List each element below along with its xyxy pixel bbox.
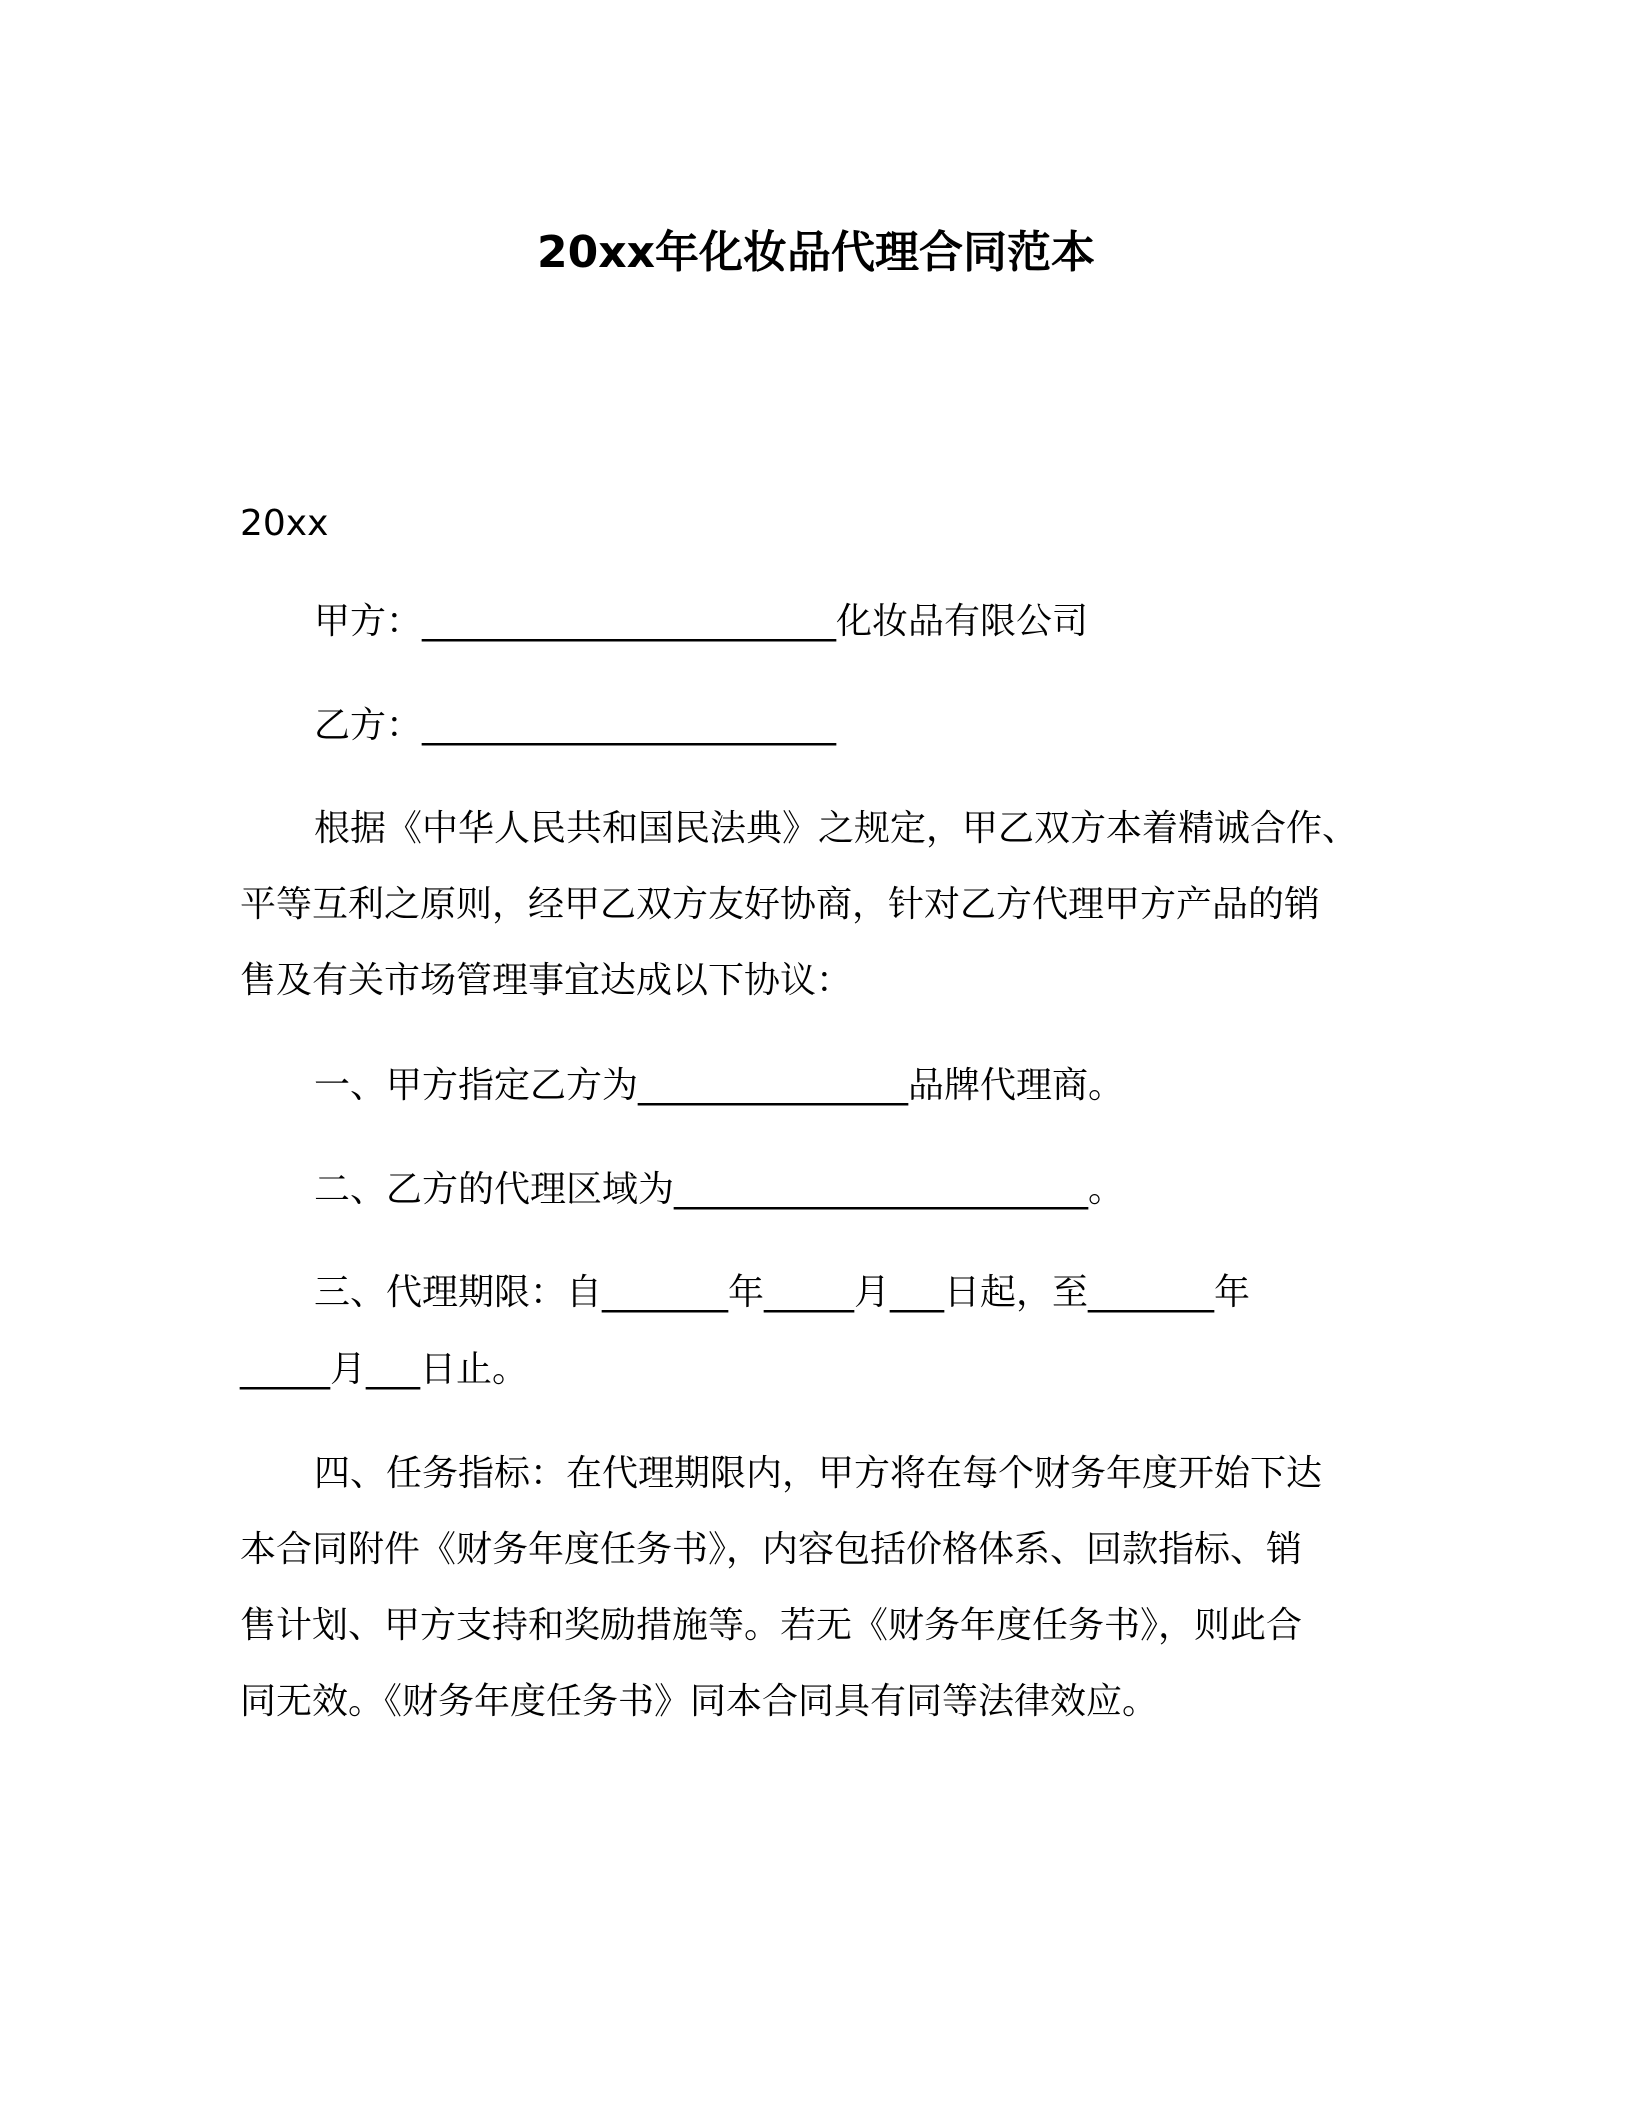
clause-4-line-3: 售计划、甲方支持和奖励措施等。若无《财务年度任务书》，则此合 <box>240 1605 1303 1646</box>
clause-4-line-1: 四、任务指标：在代理期限内，甲方将在每个财务年度开始下达 <box>314 1453 1323 1494</box>
preamble-line-1: 根据《中华人民共和国民法典》之规定，甲乙双方本着精诚合作、 <box>314 808 1359 849</box>
clause-1: 一、甲方指定乙方为_______________品牌代理商。 <box>314 1065 1125 1106</box>
clause-2: 二、乙方的代理区域为_______________________。 <box>314 1169 1125 1210</box>
clause-3-line-2: _____月___日止。 <box>240 1349 529 1390</box>
year-line: 20xx <box>240 503 329 544</box>
document-title: 20xx年化妆品代理合同范本 <box>537 227 1095 278</box>
clause-4-line-4: 同无效。《财务年度任务书》同本合同具有同等法律效应。 <box>240 1681 1159 1722</box>
clause-4-line-2: 本合同附件《财务年度任务书》，内容包括价格体系、回款指标、销 <box>240 1529 1303 1570</box>
preamble-line-3: 售及有关市场管理事宜达成以下协议： <box>240 960 853 1001</box>
clause-3-line-1: 三、代理期限：自_______年_____月___日起，至_______年 <box>314 1272 1251 1313</box>
preamble-line-2: 平等互利之原则，经甲乙双方友好协商，针对乙方代理甲方产品的销 <box>240 884 1321 925</box>
party-a-line: 甲方：_______________________化妆品有限公司 <box>314 601 1089 642</box>
party-b-line: 乙方：_______________________ <box>314 705 837 746</box>
